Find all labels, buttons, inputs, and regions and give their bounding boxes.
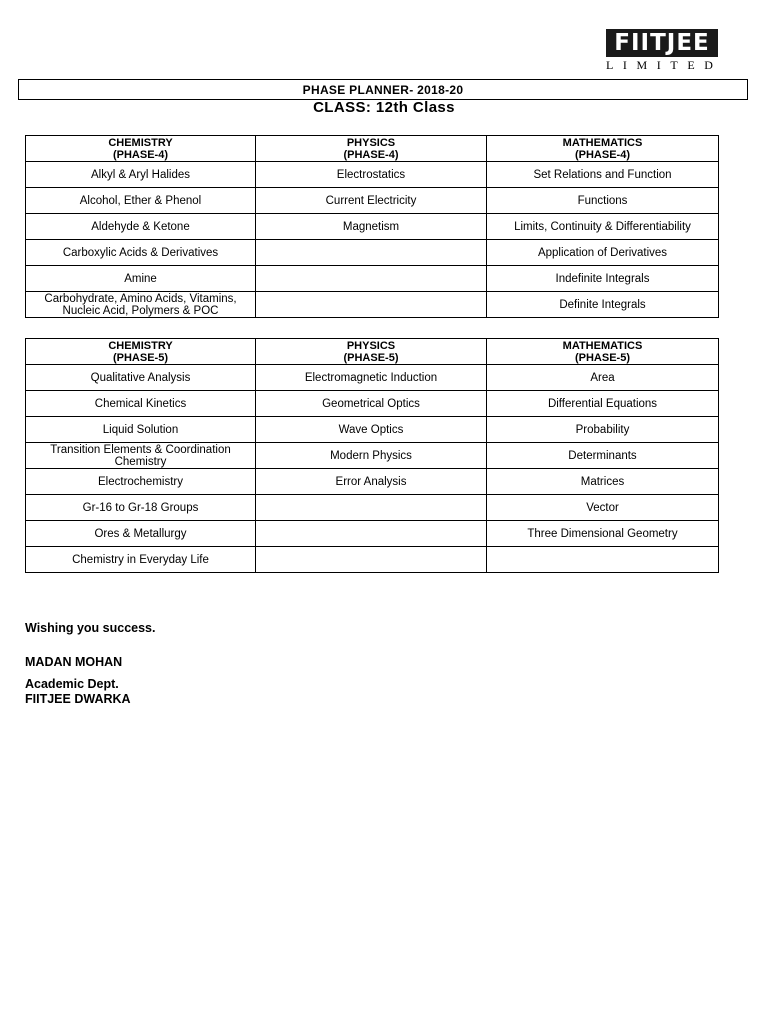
physics-cell: Geometrical Optics bbox=[256, 391, 487, 417]
mathematics-cell: Functions bbox=[487, 188, 719, 214]
table-header-row bbox=[26, 136, 719, 162]
mathematics-cell: Probability bbox=[487, 417, 719, 443]
table-row bbox=[26, 547, 719, 573]
planner-title: PHASE PLANNER- 2018-20 bbox=[302, 82, 464, 97]
physics-cell: Error Analysis bbox=[256, 469, 487, 495]
signatory-office bbox=[25, 677, 131, 707]
phase5-table bbox=[25, 338, 719, 573]
phase4-table bbox=[25, 135, 719, 318]
chemistry-cell: Carboxylic Acids & Derivatives bbox=[26, 240, 256, 266]
table-row bbox=[26, 188, 719, 214]
chemistry-cell: Chemistry in Everyday Life bbox=[26, 547, 256, 573]
mathematics-cell: Definite Integrals bbox=[487, 292, 719, 318]
header-mathematics: MATHEMATICS (PHASE-5) bbox=[487, 339, 719, 365]
physics-cell: Magnetism bbox=[256, 214, 487, 240]
mathematics-cell: Three Dimensional Geometry bbox=[487, 521, 719, 547]
physics-cell bbox=[256, 547, 487, 573]
table-row bbox=[26, 495, 719, 521]
fiitjee-logo bbox=[604, 29, 723, 73]
physics-cell bbox=[256, 521, 487, 547]
chemistry-cell: Aldehyde & Ketone bbox=[26, 214, 256, 240]
logo-subtitle: LIMITED bbox=[606, 58, 723, 72]
chemistry-cell: Alkyl & Aryl Halides bbox=[26, 162, 256, 188]
chemistry-cell: Liquid Solution bbox=[26, 417, 256, 443]
table-row bbox=[26, 162, 719, 188]
header-physics: PHYSICS (PHASE-5) bbox=[256, 339, 487, 365]
mathematics-cell: Determinants bbox=[487, 443, 719, 469]
mathematics-cell: Differential Equations bbox=[487, 391, 719, 417]
mathematics-cell: Vector bbox=[487, 495, 719, 521]
branch: FIITJEE DWARKA bbox=[25, 692, 131, 706]
mathematics-cell: Indefinite Integrals bbox=[487, 266, 719, 292]
header-mathematics: MATHEMATICS (PHASE-4) bbox=[487, 136, 719, 162]
table-row bbox=[26, 240, 719, 266]
table-row bbox=[26, 391, 719, 417]
physics-cell: Electrostatics bbox=[256, 162, 487, 188]
header-chemistry: CHEMISTRY (PHASE-4) bbox=[26, 136, 256, 162]
physics-cell bbox=[256, 266, 487, 292]
logo-name: FIITJEE bbox=[614, 30, 710, 56]
mathematics-cell: Application of Derivatives bbox=[487, 240, 719, 266]
physics-cell: Electromagnetic Induction bbox=[256, 365, 487, 391]
physics-cell: Modern Physics bbox=[256, 443, 487, 469]
table-row bbox=[26, 417, 719, 443]
header-physics: PHYSICS (PHASE-4) bbox=[256, 136, 487, 162]
table-row bbox=[26, 521, 719, 547]
physics-cell: Wave Optics bbox=[256, 417, 487, 443]
class-title: CLASS: 12th Class bbox=[313, 99, 455, 116]
logo-mark bbox=[606, 29, 718, 57]
chemistry-cell: Electrochemistry bbox=[26, 469, 256, 495]
table-row bbox=[26, 292, 719, 318]
mathematics-cell: Area bbox=[487, 365, 719, 391]
physics-cell bbox=[256, 292, 487, 318]
table-header-row bbox=[26, 339, 719, 365]
table-row bbox=[26, 266, 719, 292]
table-row bbox=[26, 443, 719, 469]
physics-cell: Current Electricity bbox=[256, 188, 487, 214]
mathematics-cell: Limits, Continuity & Differentiability bbox=[487, 214, 719, 240]
signatory-name: MADAN MOHAN bbox=[25, 655, 123, 669]
physics-cell bbox=[256, 495, 487, 521]
table-row bbox=[26, 214, 719, 240]
mathematics-cell bbox=[487, 547, 719, 573]
chemistry-cell: Gr-16 to Gr-18 Groups bbox=[26, 495, 256, 521]
physics-cell bbox=[256, 240, 487, 266]
mathematics-cell: Matrices bbox=[487, 469, 719, 495]
chemistry-cell: Carbohydrate, Amino Acids, Vitamins, Nucleic Acid, Polymers & POC bbox=[26, 292, 256, 318]
chemistry-cell: Amine bbox=[26, 266, 256, 292]
mathematics-cell: Set Relations and Function bbox=[487, 162, 719, 188]
planner-banner bbox=[18, 79, 748, 100]
chemistry-cell: Qualitative Analysis bbox=[26, 365, 256, 391]
chemistry-cell: Transition Elements & Coordination Chemistry bbox=[26, 443, 256, 469]
header-chemistry: CHEMISTRY (PHASE-5) bbox=[26, 339, 256, 365]
closing-wish: Wishing you success. bbox=[25, 621, 156, 635]
table-row bbox=[26, 365, 719, 391]
table-row bbox=[26, 469, 719, 495]
chemistry-cell: Alcohol, Ether & Phenol bbox=[26, 188, 256, 214]
chemistry-cell: Chemical Kinetics bbox=[26, 391, 256, 417]
department: Academic Dept. bbox=[25, 677, 119, 691]
chemistry-cell: Ores & Metallurgy bbox=[26, 521, 256, 547]
